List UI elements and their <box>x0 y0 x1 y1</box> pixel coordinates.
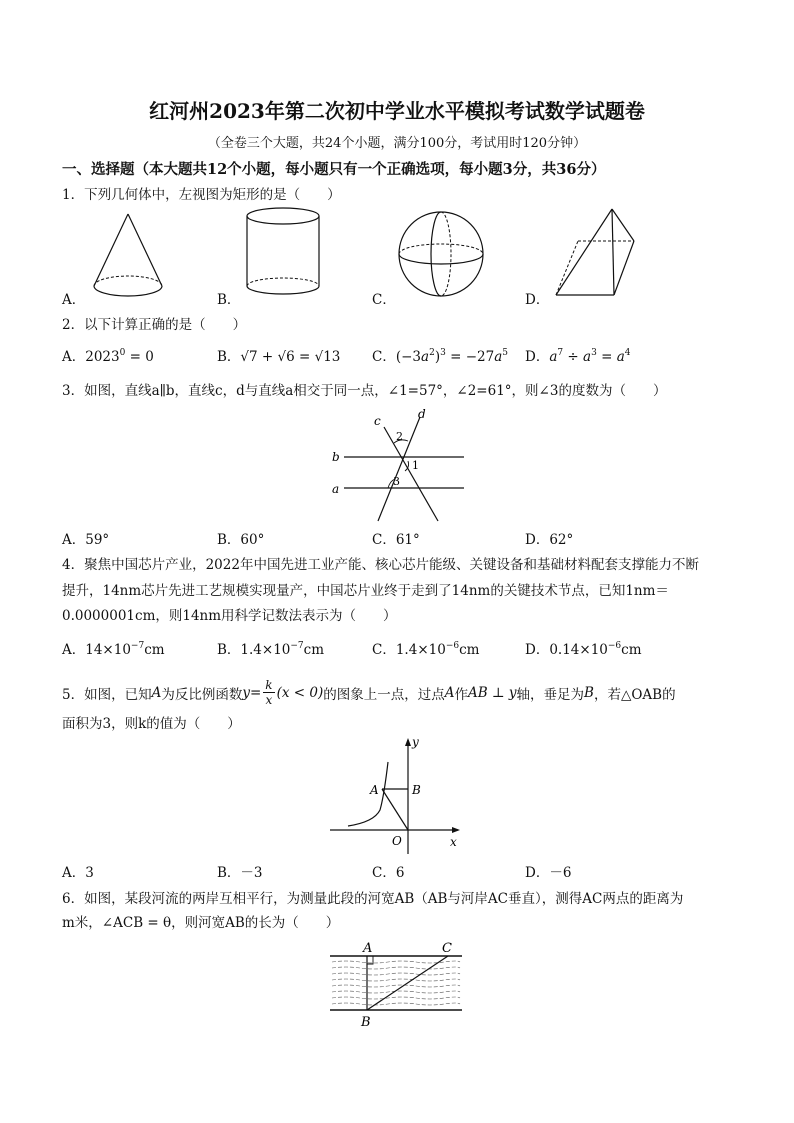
q3-parallel-lines-figure <box>328 405 468 523</box>
q2-c-label: C． <box>372 349 396 365</box>
q5-text: = <box>249 684 262 701</box>
q2-d-var: a <box>616 349 625 365</box>
exam-title: 红河州2023年第二次初中学业水平模拟考试数学试题卷 <box>149 99 645 123</box>
q1-sphere-figure <box>397 210 485 298</box>
q6-label-C: C <box>442 941 452 956</box>
q3-label-2: 2 <box>396 430 403 443</box>
q4-option-d[interactable] <box>525 638 642 658</box>
q2-d-exp: 4 <box>624 348 631 358</box>
q5-var: B <box>584 684 594 701</box>
q2-option-c[interactable] <box>372 345 508 365</box>
q4-line-1: 4．聚焦中国芯片产业，2022年中国先进工业产能、核心芯片能级、关键设备和基础材料配套支撑能力不断 <box>62 557 699 573</box>
q4-a-label: A． <box>62 642 86 658</box>
q5-line-1 <box>62 678 676 707</box>
q3-stem: 3．如图，直线a∥b，直线c，d与直线a相交于同一点，∠1=57°，∠2=61°，则∠3的度数为（ ） <box>62 383 667 399</box>
q5-text: ，若△OAB的 <box>593 686 676 703</box>
q5-label-O: O <box>392 834 402 848</box>
q3-label-c: c <box>374 414 381 428</box>
q5-option-d[interactable]: D．－6 <box>525 865 572 881</box>
q5-label-y: y <box>412 735 419 749</box>
q5-option-a[interactable]: A．3 <box>62 865 94 881</box>
q4-b-label: B． <box>217 642 241 658</box>
q2-d-op: = <box>596 349 617 365</box>
q3-option-d[interactable]: D．62° <box>525 532 574 548</box>
q6-line-2: m米，∠ACB = θ，则河宽AB的长为（ ） <box>62 915 340 931</box>
q3-option-b[interactable]: B．60° <box>217 532 265 548</box>
q2-b-label: B． <box>217 349 241 365</box>
q5-label-B: B <box>412 783 421 797</box>
q4-option-c[interactable] <box>372 638 479 658</box>
q6-label-A: A <box>363 941 373 956</box>
q4-option-a[interactable] <box>62 638 165 658</box>
q5-option-b[interactable]: B．－3 <box>217 865 263 881</box>
q5-fraction-num: k <box>265 678 273 692</box>
q4-a-exp: −7 <box>130 641 145 651</box>
q5-var: A <box>151 684 162 701</box>
q4-d-mantissa: 0.14×10 <box>549 642 608 658</box>
q2-c-exp: 2 <box>429 348 435 358</box>
section-heading: 一、选择题（本大题共12个小题，每小题只有一个正确选项，每小题3分，共36分） <box>62 161 606 178</box>
q2-d-exp: 3 <box>591 348 597 358</box>
q3-option-a[interactable]: A．59° <box>62 532 110 548</box>
q4-b-exp: −7 <box>290 641 304 651</box>
q1-pyramid-figure <box>552 207 636 299</box>
q2-d-var: a <box>549 349 558 365</box>
q1-option-a[interactable]: A． <box>62 292 86 308</box>
q2-c-exp: 5 <box>502 348 509 358</box>
q4-line-2: 提升，14nm芯片先进工艺规模实现量产，中国芯片业终于走到了14nm的关键技术节点，已知1nm＝ <box>62 583 669 599</box>
q2-option-b[interactable] <box>217 345 340 365</box>
q2-d-label: D． <box>525 349 550 365</box>
q2-a-label: A． <box>62 349 86 365</box>
q4-c-label: C． <box>372 642 396 658</box>
q5-var: y <box>242 684 250 701</box>
q4-d-label: D． <box>525 642 550 658</box>
q5-text: 5．如图，已知 <box>62 686 152 703</box>
q5-condition: (x < 0) <box>276 684 324 701</box>
q4-b-unit: cm <box>303 642 325 658</box>
q5-text: 轴，垂足为 <box>516 686 585 703</box>
q5-text: 作 <box>454 686 468 703</box>
exam-subtitle: （全卷三个大题，共24个小题，满分100分，考试用时120分钟） <box>207 136 587 151</box>
q3-label-3: 3 <box>393 475 400 488</box>
q5-var: AB ⊥ y <box>467 684 517 701</box>
q6-river-figure <box>326 938 466 1030</box>
q5-fraction <box>263 678 274 707</box>
q2-c-var: a <box>421 349 430 365</box>
q5-label-x: x <box>450 835 457 849</box>
q2-option-d[interactable] <box>525 345 631 365</box>
q5-inverse-function-figure <box>326 732 466 857</box>
q2-c-exp: 3 <box>440 348 446 358</box>
q3-label-b: b <box>332 450 340 464</box>
q4-option-b[interactable] <box>217 638 324 658</box>
q2-a-rest: = 0 <box>125 349 154 365</box>
q1-option-d[interactable]: D． <box>525 292 550 308</box>
q4-c-unit: cm <box>459 642 480 658</box>
q4-d-unit: cm <box>621 642 642 658</box>
q2-d-exp: 7 <box>557 348 564 358</box>
q5-label-A: A <box>370 783 379 797</box>
q2-c-part: ) <box>434 349 441 365</box>
q1-cylinder-figure <box>246 206 322 298</box>
q3-label-1: 1 <box>412 459 419 472</box>
q5-text: 为反比例函数 <box>161 686 243 703</box>
q3-label-d: d <box>418 407 426 421</box>
q4-a-mantissa: 14×10 <box>85 642 131 658</box>
q5-var: A <box>444 684 455 701</box>
q2-d-op: ÷ <box>563 349 584 365</box>
q6-line-1: 6．如图，某段河流的两岸互相平行，为测量此段的河宽AB（AB与河岸AC垂直），测得AC两点的距离为 <box>62 891 684 907</box>
q4-d-exp: −6 <box>607 641 622 651</box>
q5-fraction-den: x <box>265 693 273 707</box>
q5-line-2: 面积为3，则k的值为（ ） <box>62 716 241 732</box>
q2-a-base: 2023 <box>85 349 120 365</box>
q2-a-exp: 0 <box>119 348 126 358</box>
q4-b-mantissa: 1.4×10 <box>240 642 291 658</box>
q2-option-a[interactable] <box>62 345 154 365</box>
q2-stem: 2．以下计算正确的是（ ） <box>62 317 247 333</box>
q3-option-c[interactable]: C．61° <box>372 532 420 548</box>
q1-option-c[interactable]: C． <box>372 292 396 308</box>
q1-cone-figure <box>88 212 168 307</box>
q1-stem: 1．下列几何体中，左视图为矩形的是（ ） <box>62 187 341 203</box>
q5-text: 的图象上一点，过点 <box>323 686 445 703</box>
q6-label-B: B <box>361 1015 371 1030</box>
q5-option-c[interactable]: C．6 <box>372 865 405 881</box>
q4-line-3: 0.0000001cm，则14nm用科学记数法表示为（ ） <box>62 608 397 624</box>
q2-d-var: a <box>583 349 592 365</box>
q2-c-var: a <box>494 349 503 365</box>
q4-c-mantissa: 1.4×10 <box>395 642 446 658</box>
q2-c-part: = −27 <box>445 349 495 365</box>
q2-b-expr: √7 + √6 = √13 <box>240 349 341 365</box>
q4-a-unit: cm <box>144 642 165 658</box>
q4-c-exp: −6 <box>445 641 460 651</box>
q2-c-part: (−3 <box>395 349 422 365</box>
q1-option-b[interactable]: B． <box>217 292 241 308</box>
q3-label-a: a <box>332 482 340 496</box>
